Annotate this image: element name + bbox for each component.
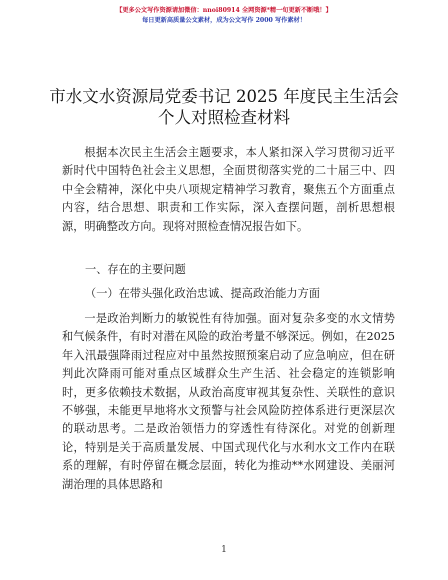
promo-banner-line2: 每日更新高质量公文素材，成为公文写作 2000 写作素材！ [142, 17, 306, 24]
document-title [0, 86, 448, 128]
promo-banner-line1: 【更多公文写作资源请加微信：nnoi80914 全网资源*精一旬更新不断哦！】 [116, 7, 332, 14]
section-heading: 一、存在的主要问题 [85, 263, 186, 276]
intro-paragraph: 根据本次民主生活会主题要求，本人紧扣深入学习贯彻习近平新时代中国特色社会主义思想，全面贯彻落实党的二十届三中、四中全会精神，深化中央八项规定精神学习教育，聚焦五个方面重点内容，结合思想、职责和工作实际，深入查摆问题，剖析思想根源，明确整改方向。现将对照检查情况报告如下。 [62, 146, 395, 233]
subsection-heading: （一）在带头强化政治忠诚、提高政治能力方面 [85, 287, 320, 300]
body-section [62, 310, 395, 494]
document-title-line1: 市水文水资源局党委书记 2025 年度民主生活会 [49, 87, 399, 106]
intro-section [62, 144, 395, 236]
body-paragraph: 一是政治判断力的敏锐性有待加强。面对复杂多变的水文情势和气候条件，有时对潜在风险的政治考量不够深远。例如，在2025年入汛最强降雨过程应对中虽然按照预案启动了应急响应，但在研判此次降雨可能对重点区域群众生产生活、社会稳定的连锁影响时，更多依赖技术数据，从政治高度审视其复杂性、关联性的意识不够强，未能更早地将水文预警与社会风险防控体系进行更深层次的联动思考。二是政治领悟力的穿透性有待深化。对党的创新理论，特别是关于高质量发展、中国式现代化与水利水文工作内在联系的理解，有时停留在概念层面，转化为推动**水网建设、美丽河湖治理的具体思路和 [62, 312, 395, 491]
promo-banner [0, 6, 448, 26]
page-number: 1 [221, 545, 227, 555]
document-title-line2: 个人对照检查材料 [158, 108, 290, 127]
